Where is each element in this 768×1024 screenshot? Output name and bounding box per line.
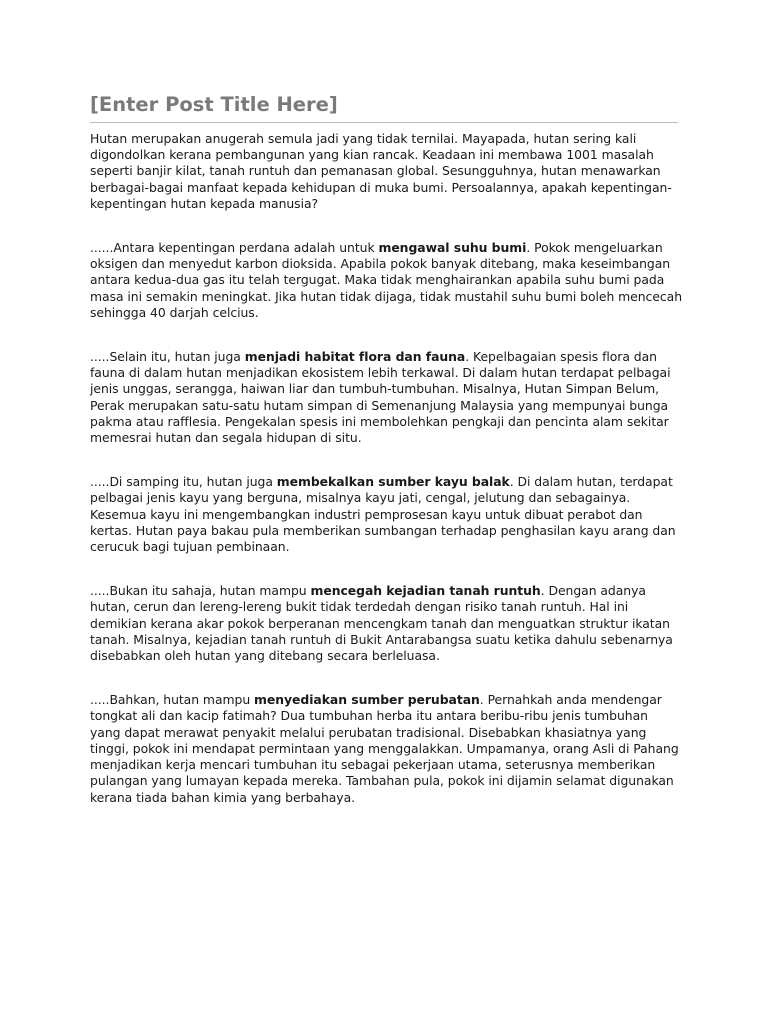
- paragraph-suhu-bumi: [90, 240, 682, 321]
- paragraph-keyword: membekalkan sumber kayu balak: [276, 474, 510, 490]
- paragraph-body: . Kepelbagaian spesis flora dan fauna di dalam hutan menjadikan ekosistem lebih terkawal. Di dalam hutan terdapat pelbagai jenis unggas, serangga, haiwan liar dan tumbuh-tumbuhan. Misalnya, Hutan Simpan Belum, Perak merupakan satu-satu hutam simpan di Semenanjung Malaysia yang mempunyai bunga pakma atau rafflesia. Pengekalan spesis ini membolehkan pengkaji dan pencinta alam sekitar memesrai hutan dan segala hidupan di situ.: [90, 349, 671, 446]
- paragraph-body: . Dengan adanya hutan, cerun dan lereng-lereng bukit tidak terdedah dengan risiko tanah runtuh. Hal ini demikian kerana akar pokok berperanan mencengkam tanah dan menguatkan struktur ikatan tanah. Misalnya, kejadian tanah runtuh di Bukit Antarabangsa suatu ketika dahulu sebenarnya disebabkan oleh hutan yang ditebang secara berleluasa.: [90, 583, 673, 664]
- paragraph-lead: .....Bahkan, hutan mampu: [90, 692, 255, 708]
- paragraph-keyword: mengawal suhu bumi: [378, 240, 527, 256]
- title-divider: [90, 122, 678, 123]
- paragraph-tanah-runtuh: [90, 583, 682, 664]
- paragraph-lead: ......Antara kepentingan perdana adalah untuk: [90, 240, 379, 256]
- paragraph-body: . Di dalam hutan, terdapat pelbagai jenis kayu yang berguna, misalnya kayu jati, cengal, jelutung dan sebagainya. Kesemua kayu ini mengembangkan industri pemprosesan kayu untuk dibuat perabot dan kertas. Hutan paya bakau pula memberikan sumbangan terhadap penghasilan kayu arang dan cerucuk bagi tujuan pembinaan.: [90, 474, 676, 555]
- paragraph-perubatan: [90, 692, 682, 805]
- paragraph-lead: .....Di samping itu, hutan juga: [90, 474, 277, 490]
- paragraph-body: . Pokok mengeluarkan oksigen dan menyedut karbon dioksida. Apabila pokok banyak ditebang, maka keseimbangan antara kedua-dua gas itu telah tergugat. Maka tidak menghairankan apabila suhu bumi pada masa ini semakin meningkat. Jika hutan tidak dijaga, tidak mustahil suhu bumi boleh mencecah sehingga 40 darjah celcius.: [90, 240, 683, 320]
- paragraph-keyword: menjadi habitat flora dan fauna: [244, 349, 466, 365]
- paragraph-habitat: [90, 349, 682, 446]
- paragraph-body: . Pernahkah anda mendengar tongkat ali dan kacip fatimah? Dua tumbuhan herba itu antara beribu-ribu jenis tumbuhan yang dapat merawat penyakit melalui perubatan tradisional. Disebabkan khasiatnya yang tinggi, pokok ini mendapat permintaan yang menggalakkan. Umpamanya, orang Asli di Pahang menjadikan kerja mencari tumbuhan itu sebagai pekerjaan utama, seterusnya memberikan pulangan yang lumayan kepada mereka. Tambahan pula, pokok ini dijamin selamat digunakan kerana tiada bahan kimia yang berbahaya.: [90, 692, 679, 805]
- post-title: [Enter Post Title Here]: [90, 93, 338, 116]
- paragraph-keyword: mencegah kejadian tanah runtuh: [310, 583, 541, 599]
- paragraph-lead: .....Bukan itu sahaja, hutan mampu: [90, 583, 311, 599]
- paragraph-kayu-balak: [90, 474, 682, 555]
- paragraph-keyword: menyediakan sumber perubatan: [254, 692, 480, 708]
- intro-paragraph: Hutan merupakan anugerah semula jadi yang tidak ternilai. Mayapada, hutan sering kali digondolkan kerana pembangunan yang kian rancak. Keadaan ini membawa 1001 masalah seperti banjir kilat, tanah runtuh dan pemanasan global. Sesungguhnya, hutan menawarkan berbagai-bagai manfaat kepada kehidupan di muka bumi. Persoalannya, apakah kepentingan-kepentingan hutan kepada manusia?: [90, 131, 672, 211]
- paragraph-lead: .....Selain itu, hutan juga: [90, 349, 245, 365]
